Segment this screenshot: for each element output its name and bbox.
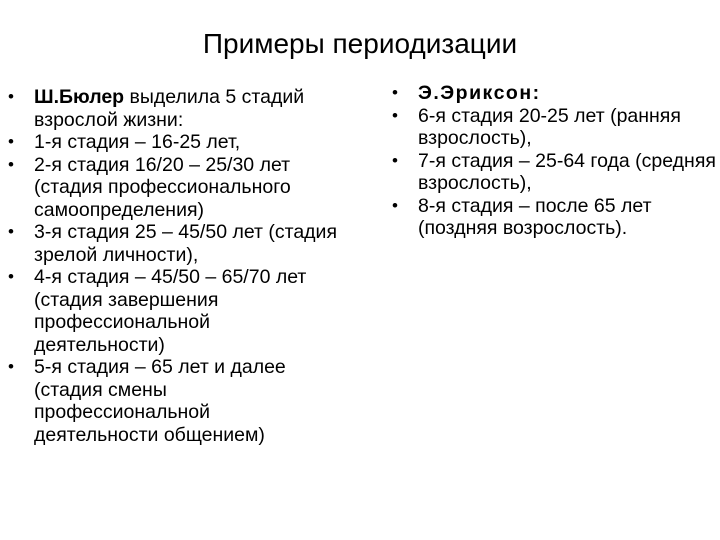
list-item — [8, 266, 338, 356]
list-item-text: 8-я стадия – после 65 лет (поздняя возрослость). — [418, 194, 652, 239]
list-item-text: 7-я стадия – 25-64 года (средняя взрослость), — [418, 149, 716, 194]
author-name: Э.Эриксон: — [418, 82, 541, 104]
bullet-icon: • — [8, 132, 14, 151]
bullet-icon: • — [8, 267, 14, 286]
list-item — [8, 221, 338, 266]
bullet-icon: • — [392, 83, 398, 102]
list-item — [392, 195, 718, 240]
bullet-icon: • — [392, 195, 398, 215]
slide-title: Примеры периодизации — [202, 28, 518, 59]
list-item-text: 3-я стадия 25 – 45/50 лет (стадия зрелой личности), — [34, 221, 338, 266]
left-bullet-list — [8, 86, 338, 446]
list-item — [8, 154, 338, 222]
author-name: Ш.Бюлер — [34, 86, 125, 108]
bullet-icon: • — [8, 87, 14, 106]
bullet-icon: • — [8, 154, 14, 174]
list-item — [392, 105, 718, 150]
list-item-text: выделила 5 стадий взрослой жизни: — [34, 86, 305, 131]
bullet-icon: • — [392, 150, 398, 170]
list-item — [8, 356, 338, 446]
list-item — [392, 150, 718, 195]
list-item-text: 6-я стадия 20-25 лет (ранняя взрослость), — [418, 104, 681, 149]
list-item — [8, 131, 338, 154]
list-item-text: 4-я стадия – 45/50 – 65/70 лет (стадия завершения профессиональной деятельности) — [34, 266, 307, 356]
list-item-text: 5-я стадия – 65 лет и далее (стадия смены профессиональной деятельности общением) — [34, 356, 286, 446]
list-item-text: 1-я стадия – 16-25 лет, — [34, 131, 241, 153]
bullet-icon: • — [8, 222, 14, 241]
list-item — [8, 86, 338, 131]
right-bullet-list — [392, 82, 718, 240]
bullet-icon: • — [392, 105, 398, 125]
bullet-icon: • — [8, 357, 14, 376]
list-item — [392, 82, 718, 105]
list-item-text: 2-я стадия 16/20 – 25/30 лет (стадия профессионального самоопределения) — [34, 153, 291, 221]
